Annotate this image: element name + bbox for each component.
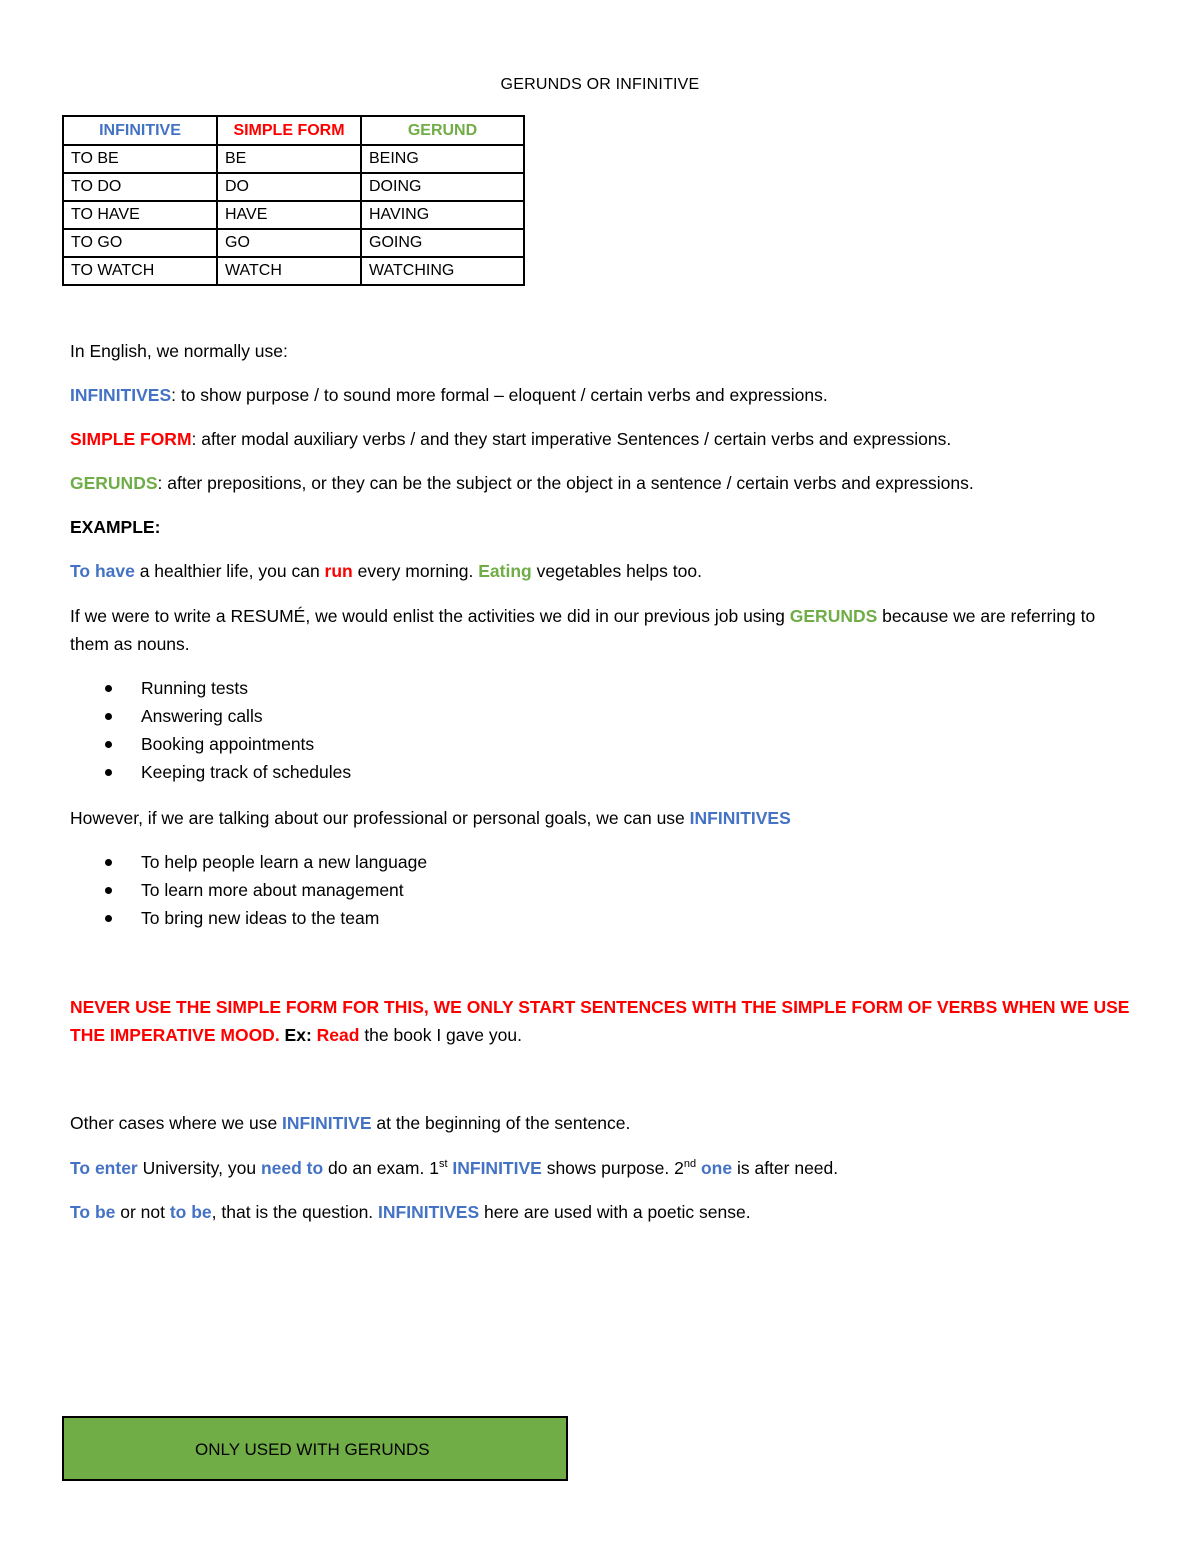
goals-paragraph	[70, 804, 1135, 832]
bullet-icon	[105, 769, 112, 776]
example-text: every morning.	[352, 561, 479, 581]
warning-read: Read	[316, 1025, 360, 1045]
gerunds-label: GERUNDS	[70, 473, 158, 493]
header-gerund: GERUND	[361, 116, 524, 145]
list-item	[70, 674, 351, 702]
infinitives-label: INFINITIVES	[70, 385, 172, 405]
example-heading: EXAMPLE:	[70, 517, 161, 537]
bullet-icon	[105, 713, 112, 720]
infinitive-bullet-list	[70, 848, 427, 932]
goals-infinitives: INFINITIVES	[689, 808, 791, 828]
list-item	[70, 730, 351, 758]
list-item	[70, 876, 427, 904]
intro-paragraph: In English, we normally use:	[70, 341, 288, 361]
rule-gerunds	[70, 469, 1135, 497]
other-cases-text: at the beginning of the sentence.	[371, 1113, 631, 1133]
example-sentence	[70, 557, 1135, 585]
gerund-cell: WATCHING	[361, 257, 524, 285]
resume-paragraph	[70, 602, 1135, 658]
infinitive-cell: TO BE	[63, 145, 217, 173]
simple-form-cell: WATCH	[217, 257, 361, 285]
infinitive-cell: TO WATCH	[63, 257, 217, 285]
bullet-icon	[105, 859, 112, 866]
example-to-have: To have	[70, 561, 135, 581]
enter-text: shows purpose. 2	[541, 1158, 684, 1178]
enter-text: do an exam. 1	[323, 1158, 439, 1178]
rule-simple-form	[70, 425, 1135, 453]
enter-text: is after need.	[732, 1158, 839, 1178]
list-item-text: Answering calls	[141, 706, 263, 726]
list-item-text: Running tests	[141, 678, 249, 698]
simple-form-cell: BE	[217, 145, 361, 173]
infinitive-cell: TO DO	[63, 173, 217, 201]
resume-gerunds: GERUNDS	[789, 606, 878, 626]
example-eating: Eating	[478, 561, 532, 581]
list-item	[70, 848, 427, 876]
warning-paragraph	[70, 993, 1135, 1049]
page-title: GERUNDS OR INFINITIVE	[500, 76, 700, 93]
to-be-second: to be	[169, 1202, 212, 1222]
gerund-cell: HAVING	[361, 201, 524, 229]
simple-form-cell: HAVE	[217, 201, 361, 229]
enter-to-enter: To enter	[70, 1158, 138, 1178]
table-row	[63, 257, 524, 285]
infinitive-cell: TO HAVE	[63, 201, 217, 229]
gerunds-only-label: ONLY USED WITH GERUNDS	[195, 1440, 430, 1459]
list-item-text: To bring new ideas to the team	[141, 908, 380, 928]
warning-rest: the book I gave you.	[359, 1025, 522, 1045]
warning-text: NEVER USE THE SIMPLE FORM FOR THIS, WE ONLY START SENTENCES WITH THE SIMPLE FORM OF VERBS WHEN WE USE THE IMPERATIVE MOOD.	[70, 997, 1130, 1045]
resume-text: If we were to write a RESUMÉ, we would enlist the activities we did in our previous job using	[70, 606, 790, 626]
simple-form-cell: DO	[217, 173, 361, 201]
warning-ex-label: Ex:	[279, 1025, 317, 1045]
gerunds-only-box	[62, 1416, 568, 1481]
simple-form-text: : after modal auxiliary verbs / and they start imperative Sentences / certain verbs and expressions.	[191, 429, 952, 449]
resume-text: because we are referring to them as nouns.	[70, 606, 1096, 654]
infinitive-cell: TO GO	[63, 229, 217, 257]
enter-university-paragraph	[70, 1154, 1135, 1182]
list-item-text: Keeping track of schedules	[141, 762, 352, 782]
gerund-cell: DOING	[361, 173, 524, 201]
list-item-text: To learn more about management	[141, 880, 404, 900]
other-cases-infinitive: INFINITIVE	[282, 1113, 372, 1133]
goals-text: However, if we are talking about our professional or personal goals, we can use	[70, 808, 690, 828]
list-item-text: Booking appointments	[141, 734, 315, 754]
gerund-cell: GOING	[361, 229, 524, 257]
table-row	[63, 173, 524, 201]
header-simple-form: SIMPLE FORM	[217, 116, 361, 145]
simple-form-label: SIMPLE FORM	[70, 429, 192, 449]
to-be-paragraph	[70, 1198, 1135, 1226]
to-be-text: here are used with a poetic sense.	[479, 1202, 751, 1222]
enter-text: University, you	[137, 1158, 261, 1178]
example-run: run	[324, 561, 353, 581]
enter-one: one	[696, 1158, 733, 1178]
gerund-bullet-list	[70, 674, 351, 786]
to-be-text: or not	[115, 1202, 170, 1222]
to-be-infinitives: INFINITIVES	[378, 1202, 480, 1222]
rule-infinitives	[70, 381, 1135, 409]
simple-form-cell: GO	[217, 229, 361, 257]
list-item	[70, 758, 351, 786]
table-row	[63, 201, 524, 229]
other-cases-text: Other cases where we use	[70, 1113, 283, 1133]
enter-need-to: need to	[260, 1158, 324, 1178]
bullet-icon	[105, 685, 112, 692]
bullet-icon	[105, 741, 112, 748]
bullet-icon	[105, 887, 112, 894]
list-item	[70, 702, 351, 730]
table-row	[63, 229, 524, 257]
to-be-first: To be	[70, 1202, 116, 1222]
enter-infinitive: INFINITIVE	[447, 1158, 542, 1178]
infinitives-text: : to show purpose / to sound more formal – eloquent / certain verbs and expressions.	[171, 385, 828, 405]
gerund-cell: BEING	[361, 145, 524, 173]
table-row	[63, 145, 524, 173]
verb-forms-table	[62, 115, 525, 286]
table-header-row	[63, 116, 524, 145]
list-item	[70, 904, 427, 932]
bullet-icon	[105, 915, 112, 922]
list-item-text: To help people learn a new language	[141, 852, 428, 872]
gerunds-text: : after prepositions, or they can be the subject or the object in a sentence / certain verbs and expressions.	[157, 473, 974, 493]
other-cases-paragraph	[70, 1109, 1135, 1137]
enter-superscript: st	[438, 1158, 448, 1171]
header-infinitive: INFINITIVE	[63, 116, 217, 145]
enter-superscript: nd	[683, 1158, 697, 1171]
to-be-text: , that is the question.	[211, 1202, 379, 1222]
example-text: vegetables helps too.	[531, 561, 702, 581]
example-text: a healthier life, you can	[134, 561, 325, 581]
